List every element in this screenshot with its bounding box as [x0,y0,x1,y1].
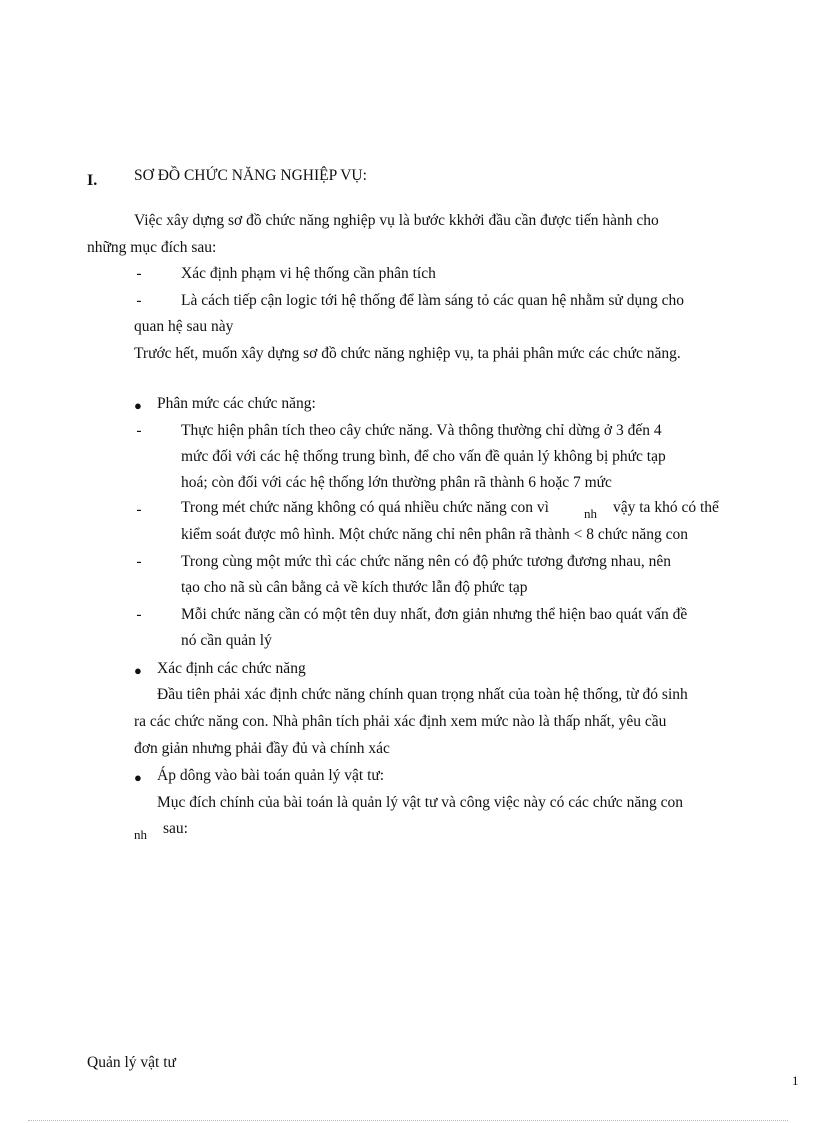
list-item-continued: tạo cho nã sù cân bằng cả về kích thước lẫn độ phức tạp [181,579,528,596]
section-title: Phân mức các chức năng: [157,395,316,412]
purpose-dash: - [136,292,142,309]
list-item-fragment: nh [584,506,597,521]
footer-divider [28,1120,788,1121]
list-item: Thực hiện phân tích theo cây chức năng. Và thông thường chỉ dừng ở 3 đến 4 [181,422,662,439]
heading-number: I. [87,172,98,189]
paragraph-fragment: nh [134,827,147,842]
purpose-item-continued: quan hệ sau này [134,318,234,335]
page-number: 1 [792,1073,799,1088]
paragraph-line: ra các chức năng con. Nhà phân tích phải xác định xem mức nào là thấp nhất, yêu cầu [134,713,667,730]
footer-title: Quản lý vật tư [87,1054,176,1071]
intro-line-2: những mục đích sau: [87,239,217,256]
list-item: Mỗi chức năng cần có một tên duy nhất, đơn giản nhưng thể hiện bao quát vấn đề [181,606,688,623]
list-item-continued: mức đối với các hệ thống trung bình, để cho vấn đề quản lý không bị phức tạp [181,448,666,465]
list-item-continued: nó cần quản lý [181,632,272,649]
purpose-dash: - [136,265,142,282]
paragraph-line: Mục đích chính của bài toán là quản lý vật tư và công việc này có các chức năng con [157,794,683,811]
section-title: Áp dông vào bài toán quản lý vật tư: [157,767,385,784]
list-item-continued: kiểm soát được mô hình. Một chức năng chỉ nên phân rã thành < 8 chức năng con [181,526,689,543]
list-dash: - [136,553,142,570]
intro-line-1: Việc xây dựng sơ đồ chức năng nghiệp vụ là bước kkhởi đầu cần được tiến hành cho [134,212,659,229]
purpose-item: Xác định phạm vi hệ thống cần phân tích [181,265,436,282]
bullet-icon: ● [134,398,142,413]
list-dash: - [136,422,142,439]
paragraph-line: Đầu tiên phải xác định chức năng chính quan trọng nhất của toàn hệ thống, từ đó sinh [157,686,688,703]
heading-title: SƠ ĐỒ CHỨC NĂNG NGHIỆP VỤ: [134,167,367,184]
list-dash: - [136,606,142,623]
bullet-icon: ● [134,770,142,785]
bullet-icon: ● [134,663,142,678]
purpose-item: Là cách tiếp cận logic tới hệ thống để làm sáng tỏ các quan hệ nhằm sử dụng cho [181,292,684,309]
list-item-tail: vậy ta khó có thể [613,499,719,516]
first-note: Trước hết, muốn xây dựng sơ đồ chức năng nghiệp vụ, ta phải phân mức các chức năng. [134,345,681,362]
list-item: Trong cùng một mức thì các chức năng nên có độ phức tương đương nhau, nên [181,553,672,570]
list-item: Trong mét chức năng không có quá nhiều chức năng con vì [181,499,549,516]
paragraph-line: sau: [163,820,188,837]
list-dash: - [136,501,142,518]
list-item-continued: hoá; còn đối với các hệ thống lớn thường phân rã thành 6 hoặc 7 mức [181,474,612,491]
section-title: Xác định các chức năng [157,660,306,677]
paragraph-line: đơn giản nhưng phải đầy đủ và chính xác [134,740,390,757]
